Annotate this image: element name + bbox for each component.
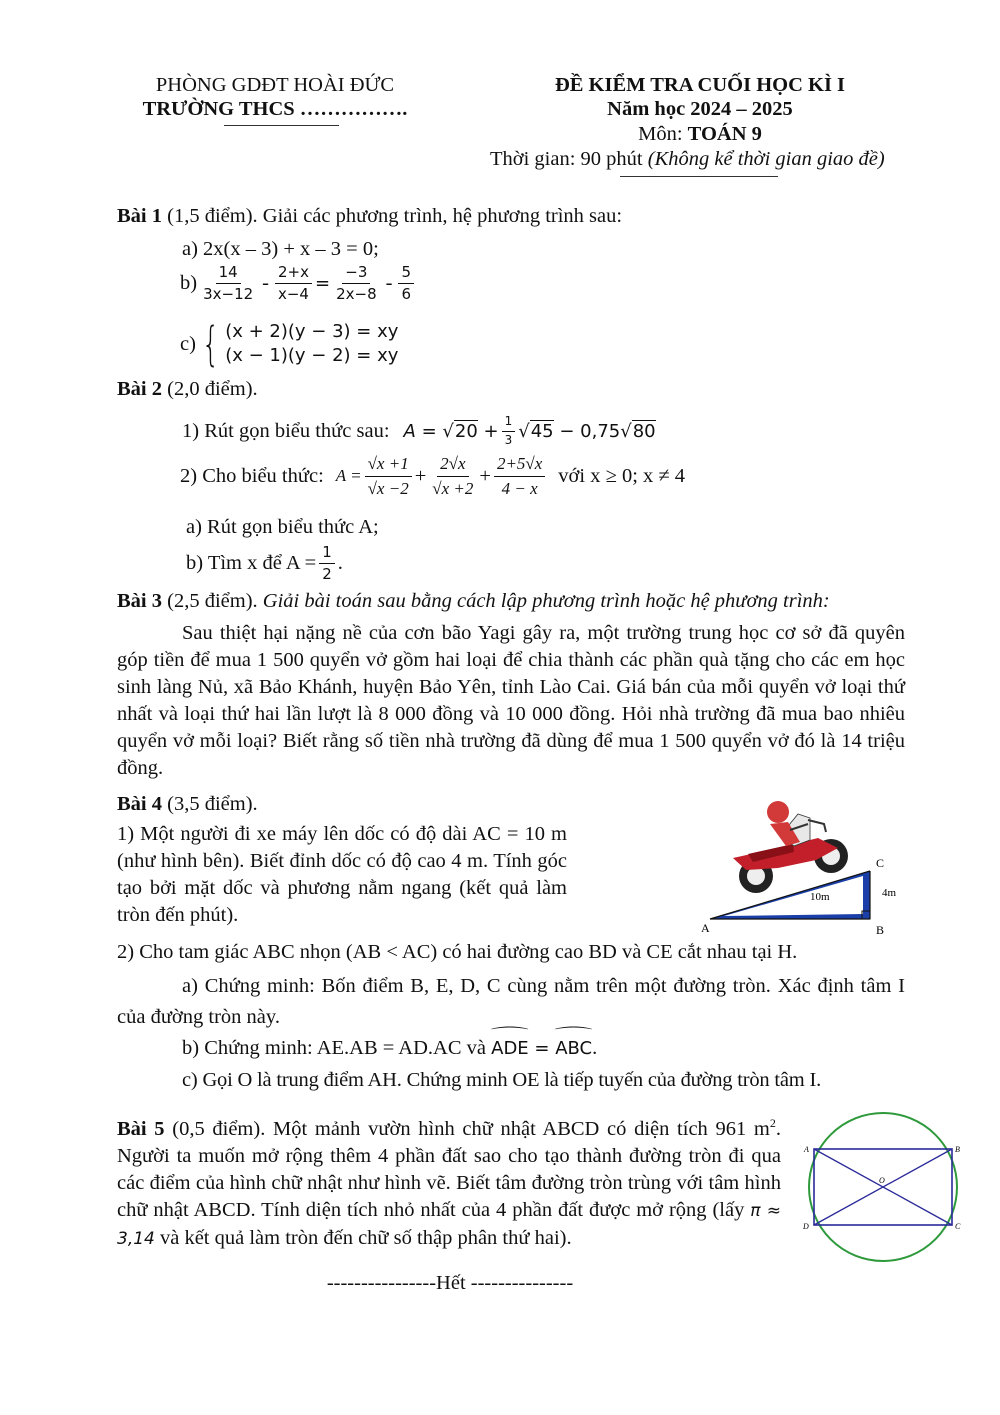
point-b-label: B — [955, 1145, 960, 1154]
bai2-q1: 1) Rút gọn biểu thức sau: A = √20 + $\frac{1}{3}$ √45 − 0,75√80 — [182, 414, 656, 447]
time-line: Thời gian: 90 phút (Không kể thời gian giao đề) — [490, 148, 885, 170]
bai2-q2: 2) Cho biểu thức: A = $\frac{√x +1}{√x -2}$ + $\frac{2√x}{√x +2}$ + $\frac{2+5√x}{4 - x}$ với x ≥ 0; x ≠ 4 — [180, 454, 686, 498]
exam-title: ĐỀ KIỂM TRA CUỐI HỌC KÌ I — [554, 74, 846, 96]
bai1-b: b) $\frac{14}{3x-12}$ - $\frac{2+x}{x-4}$ = $\frac{-3}{2x-8}$ - $\frac{5}{6}$ — [180, 264, 417, 304]
dept-name: PHÒNG GDĐT HOÀI ĐỨC — [155, 74, 395, 96]
fraction: $\frac{14}{3x-12}$ — [203, 263, 254, 304]
bai4-q2c: c) Gọi O là trung điểm AH. Chứng minh OE là tiếp tuyến của đường tròn tâm I. — [182, 1069, 822, 1091]
school-year: Năm học 2024 – 2025 — [607, 98, 793, 120]
fraction: $\frac{5}{6}$ — [398, 264, 414, 304]
brace-icon: { — [201, 317, 220, 371]
point-o-label: O — [879, 1176, 885, 1185]
circle-rectangle-figure — [800, 1105, 970, 1270]
bai4-heading: Bài 4 (3,5 điểm). — [117, 793, 258, 815]
bai2-heading: Bài 2 (2,0 điểm). — [117, 378, 258, 400]
motorbike-icon — [733, 801, 848, 893]
length-label: 10m — [810, 891, 830, 903]
bai4-q2: 2) Cho tam giác ABC nhọn (AB < AC) có hai đường cao BD và CE cắt nhau tại H. — [117, 941, 798, 963]
bai3-body: Sau thiệt hại nặng nề của cơn bão Yagi gây ra, một trường trung học cơ sở đã quyên góp tiền để mua 1 500 quyển vở gồm hai loại để chia thành các phần quà tặng cho các em học sinh làng Nủ, xã Bảo Khánh, huyện Bảo Yên, tỉnh Lào Cai. Giá bán của mỗi quyển vở loại thứ nhất và loại thứ hai lần lượt là 8 000 đồng và 10 000 đồng. Hỏi nhà trường đã mua bao nhiêu quyển vở mỗi loại? Biết rằng số tiền nhà trường đã dùng để mua 1 500 quyển vở đó là 14 triệu đồng. — [117, 622, 905, 779]
bai5-body: Bài 5 (0,5 điểm). Một mảnh vườn hình chữ nhật ABCD có diện tích 961 $m^2$. Người ta muốn mở rộng thêm 4 phần đất sao cho tạo thành đường tròn đi qua các điểm của hình chữ nhật như hình vẽ. Biết tâm đường tròn trùng với tâm hình chữ nhật ABCD. Tính diện tích nhỏ nhất của 4 phần đất được mở rộng (lấy π ≈ 3,14 và kết quả làm tròn đến chữ số thập phân thứ hai). — [117, 1116, 781, 1249]
motorbike-slope-figure — [698, 796, 908, 938]
bai4-q2b: b) Chứng minh: AE.AB = AD.AC và ⌒ ADE = ⌒ ABC. — [182, 1037, 597, 1060]
height-label: 4m — [882, 887, 897, 899]
bai2-qa: a) Rút gọn biểu thức A; — [186, 516, 379, 538]
point-c-label: C — [876, 856, 885, 870]
bai1-heading: Bài 1 (1,5 điểm). Giải các phương trình, hệ phương trình sau: — [117, 205, 623, 227]
fraction: $\frac{2+x}{x-4}$ — [275, 264, 312, 304]
header-underline-left — [224, 125, 339, 126]
bai4-q1: 1) Một người đi xe máy lên dốc có độ dài AC = 10 m (như hình bên). Biết đỉnh dốc có độ cao 4 m. Tính góc tạo bởi mặt dốc và phương nằm ngang (kết quả làm tròn đến phút). — [117, 823, 567, 926]
bai3-heading: Bài 3 (2,5 điểm). Giải bài toán sau bằng cách lập phương trình hoặc hệ phương trình: — [117, 590, 830, 612]
bai1-a: a) 2x(x – 3) + x – 3 = 0; — [182, 238, 379, 260]
fraction: $\frac{-3}{2x-8}$ — [336, 263, 377, 304]
end-marker: ----------------Hết --------------- — [326, 1272, 574, 1294]
bai2-qb: b) Tìm x để A = $\frac{1}{2}$ . — [186, 543, 343, 584]
point-a-label: A — [804, 1145, 809, 1154]
point-c-label: C — [955, 1222, 961, 1231]
point-d-label: D — [803, 1222, 809, 1231]
point-a-label: A — [701, 921, 710, 935]
bai1-c: c) { (x + 2)(y − 3) = xy (x − 1)(y − 2) = xy — [180, 317, 399, 371]
subject-line: Môn: TOÁN 9 — [638, 123, 762, 145]
bai4-q2a: a) Chứng minh: Bốn điểm B, E, D, C cùng nằm trên một đường tròn. Xác định tâm I của đường tròn này. — [117, 975, 905, 1028]
point-b-label: B — [876, 923, 885, 937]
school-name: TRƯỜNG THCS ……………. — [142, 98, 408, 120]
header-underline-right — [620, 176, 778, 177]
